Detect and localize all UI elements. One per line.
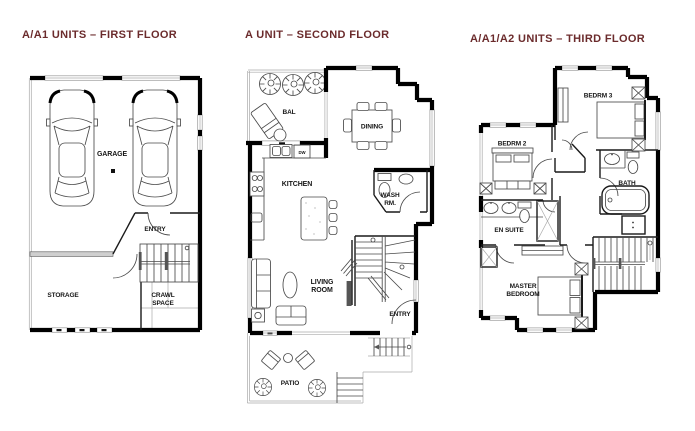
- patio: [247, 333, 412, 403]
- bedroom3: [558, 87, 645, 151]
- washroom-label-2: RM.: [384, 200, 396, 207]
- dining-set: [344, 103, 401, 150]
- entry-label-second: ENTRY: [389, 311, 411, 318]
- ensuite-label: EN SUITE: [494, 227, 524, 234]
- washroom-label-1: WASH: [380, 192, 400, 199]
- patio-table: [284, 354, 293, 363]
- washroom: [374, 170, 427, 212]
- coffee-table: [283, 272, 297, 298]
- patio-label: PATIO: [280, 380, 300, 387]
- master-bedroom-label-2: BEDROOM: [506, 291, 540, 298]
- plan-third-floor: [470, 33, 660, 332]
- kitchen-area: [250, 145, 337, 241]
- dishwasher-label: DW: [298, 150, 306, 155]
- plan-first-floor: [22, 29, 202, 332]
- living-room: [252, 259, 335, 325]
- balcony: [247, 70, 327, 145]
- patio-chair: [261, 350, 281, 370]
- entry-label-first: ENTRY: [144, 226, 166, 233]
- first-floor-stairs: [139, 244, 198, 282]
- bath-label: BATH: [618, 180, 636, 187]
- garage-post: [111, 169, 115, 173]
- ensuite: [481, 201, 558, 241]
- crawl-space-label-1: CRAWL: [151, 292, 175, 299]
- side-table: [274, 129, 286, 141]
- stove: [250, 172, 264, 196]
- storage-divider-wall: [30, 252, 113, 257]
- kitchen-label: KITCHEN: [281, 181, 313, 188]
- kitchen-island: [301, 197, 337, 240]
- dining-label: DINING: [360, 123, 384, 131]
- plan-first-floor-title: A/A1 UNITS – FIRST FLOOR: [22, 29, 178, 41]
- third-floor-stairs: [593, 237, 653, 290]
- storage-label: STORAGE: [47, 292, 79, 299]
- car-right: [130, 90, 181, 206]
- entry-area-second: [389, 300, 416, 324]
- linen-closet: [622, 216, 645, 234]
- crawl-space-label-2: SPACE: [152, 300, 174, 307]
- car-left: [47, 90, 98, 206]
- bedroom2-label: BEDRM 2: [497, 140, 527, 148]
- master-bedroom-label-1: MASTER: [509, 283, 537, 290]
- sofa: [252, 259, 271, 308]
- tv-cabinet: [252, 309, 265, 322]
- patio-chair: [295, 350, 315, 370]
- second-floor-stairs: [341, 236, 415, 306]
- garage-label: GARAGE: [96, 151, 128, 158]
- balcony-label: BAL: [282, 109, 296, 116]
- plan-third-floor-title: A/A1/A2 UNITS – THIRD FLOOR: [470, 33, 646, 45]
- bathroom: [600, 150, 649, 234]
- plan-second-floor: [245, 29, 434, 403]
- bedroom3-label: BEDRM 3: [583, 92, 613, 100]
- living-room-label-2: ROOM: [311, 287, 333, 294]
- living-room-label-1: LIVING: [310, 279, 334, 286]
- plan-second-floor-title: A UNIT – SECOND FLOOR: [245, 29, 390, 41]
